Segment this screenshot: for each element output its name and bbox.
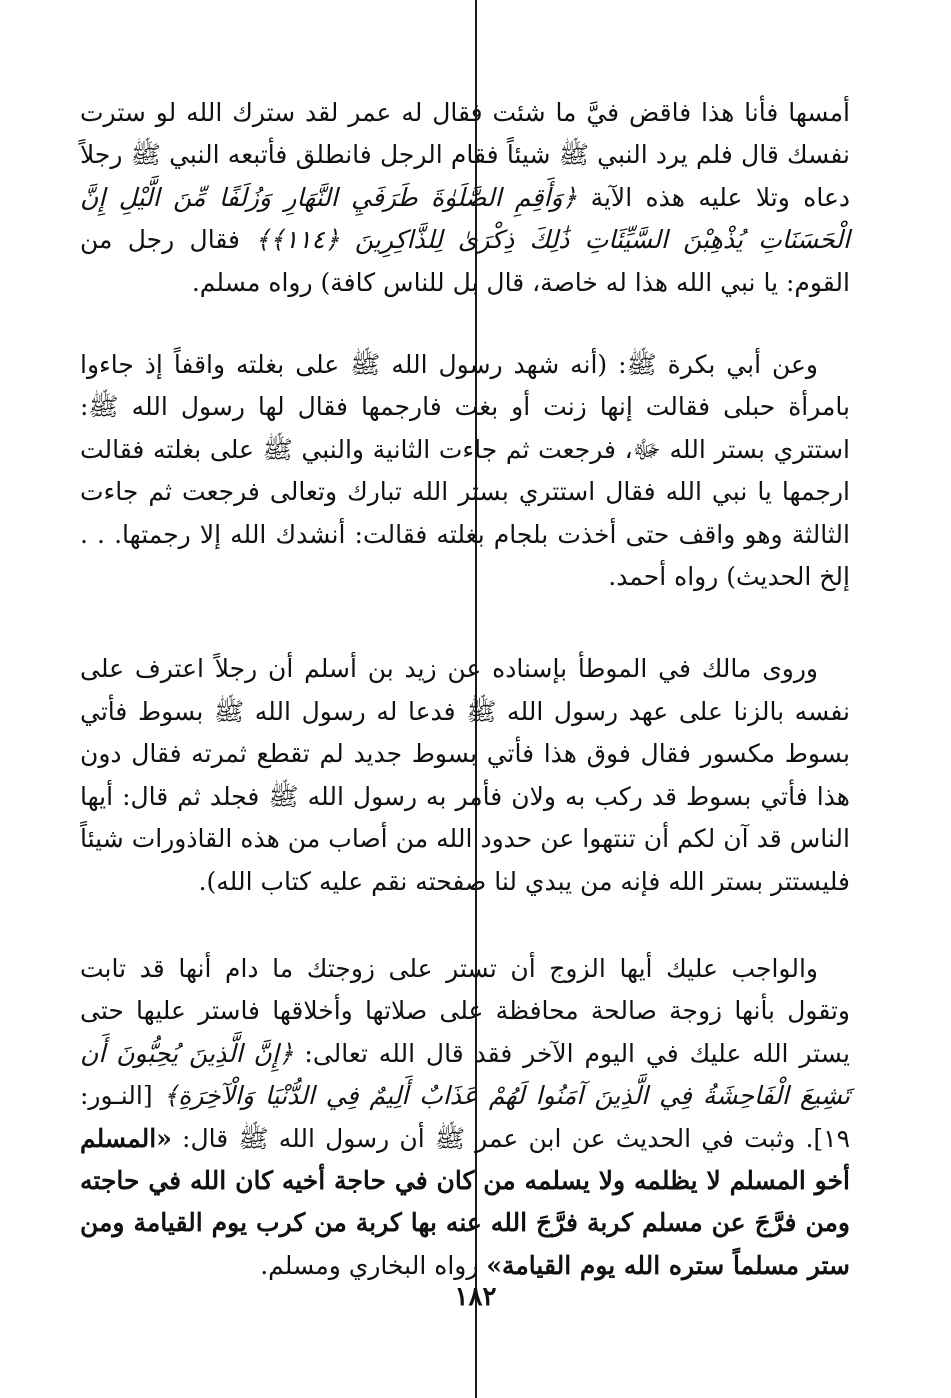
page-number: ١٨٢ bbox=[454, 1282, 497, 1312]
paragraph-4-text: والواجب عليك أيها الزوج أن تستر على زوجتك ما دام أنها قد تابت وتقول بأنها زوجة صالحة محافظة على صلاتها وأخلاقها فاستر عليها حتى يستر الله عليك في اليوم الآخر فقد قال الله تعالى: bbox=[80, 953, 850, 1068]
paragraph-4-tail: رواه البخاري ومسلم. bbox=[260, 1250, 487, 1280]
paragraph-2-text: وعن أبي بكرة ﷺ: (أنه شهد رسول الله ﷺ على بغلته واقفاً إذ جاءوا بامرأة حبلى فقالت إنها زنت أو بغت فارجمها فقال لها رسول الله ﷺ: استتري بستر الله ﷻ، فرجعت ثم جاءت الثانية والنبي ﷺ على بغلته فقالت ارجمها يا نبي الله فقال استتري بستر الله تبارك وتعالى فرجعت ثم جاءت الثالثة وهو واقف حتى أخذت بلجام بغلته فقالت: أنشدك الله إلا رجمتها. . . إلخ الحديث) رواه أحمد. bbox=[80, 350, 850, 592]
paragraph-3-text: وروى مالك في الموطأ بإسناده عن زيد بن أسلم أن رجلاً اعترف على نفسه بالزنا على عهد رسول الله ﷺ فدعا له رسول الله ﷺ بسوط فأتي بسوط مكسور فقال فوق هذا فأتي بسوط جديد لم تقطع ثمرته فقال دون هذا فأتي بسوط قد ركب به ولان فأمر به رسول الله ﷺ فجلد ثم قال: أيها الناس قد آن لكم أن تنتهوا عن حدود الله من أصاب من هذه القاذورات شيئاً فليستتر بستر الله فإنه من يبدي لنا صفحته نقم عليه كتاب الله). bbox=[80, 654, 850, 896]
hadith-quote: «المسلم أخو المسلم لا يظلمه ولا يسلمه من كان في حاجة أخيه كان الله في حاجته ومن فرَّجَ عن مسلم كربة فرَّجَ الله عنه بها كربة من كرب يوم القيامة ومن ستر مسلماً ستره الله يوم القيامة» bbox=[80, 1123, 850, 1280]
quran-verse-2: ﴿إِنَّ الَّذِينَ يُحِبُّونَ أَن تَشِيعَ الْفَاحِشَةُ فِي الَّذِينَ آمَنُوا لَهُمْ عَذَابٌ أَلِيمٌ فِي الدُّنْيَا وَالْآخِرَةِ﴾ bbox=[80, 1038, 850, 1111]
body-text bbox=[80, 92, 850, 1287]
paragraph-4-mid: وثبت في الحديث عن ابن عمر ﷺ أن رسول الله ﷺ قال: bbox=[171, 1123, 806, 1153]
paragraph-2 bbox=[80, 344, 850, 598]
paragraph-3 bbox=[80, 648, 850, 902]
paragraph-4 bbox=[80, 948, 850, 1287]
quran-verse-1: ﴿وَأَقِمِ الصَّلَوٰةَ طَرَفَيِ النَّهَارِ وَزُلَفًا مِّنَ الَّيْلِ إِنَّ الْحَسَنَاتِ يُذْهِبْنَ السَّيِّئَاتِ ذَٰلِكَ ذِكْرَىٰ لِلذَّاكِرِينَ ﴿١١٤﴾﴾ bbox=[80, 182, 850, 255]
paragraph-1 bbox=[80, 92, 850, 304]
paragraph-1-text: أمسها فأنا هذا فاقض فيَّ ما شئت فقال له عمر لقد سترك الله لو سترت نفسك قال فلم يرد النبي ﷺ شيئاً فقام الرجل فانطلق فأتبعه النبي ﷺ رجلاً دعاه وتلا عليه هذه الآية bbox=[80, 98, 850, 212]
paragraph-1-tail: فقال رجل من القوم: يا نبي الله هذا له خاصة، قال بل للناس كافة) رواه مسلم. bbox=[80, 225, 850, 297]
verse-reference: [النـور: ١٩]. bbox=[80, 1081, 850, 1153]
